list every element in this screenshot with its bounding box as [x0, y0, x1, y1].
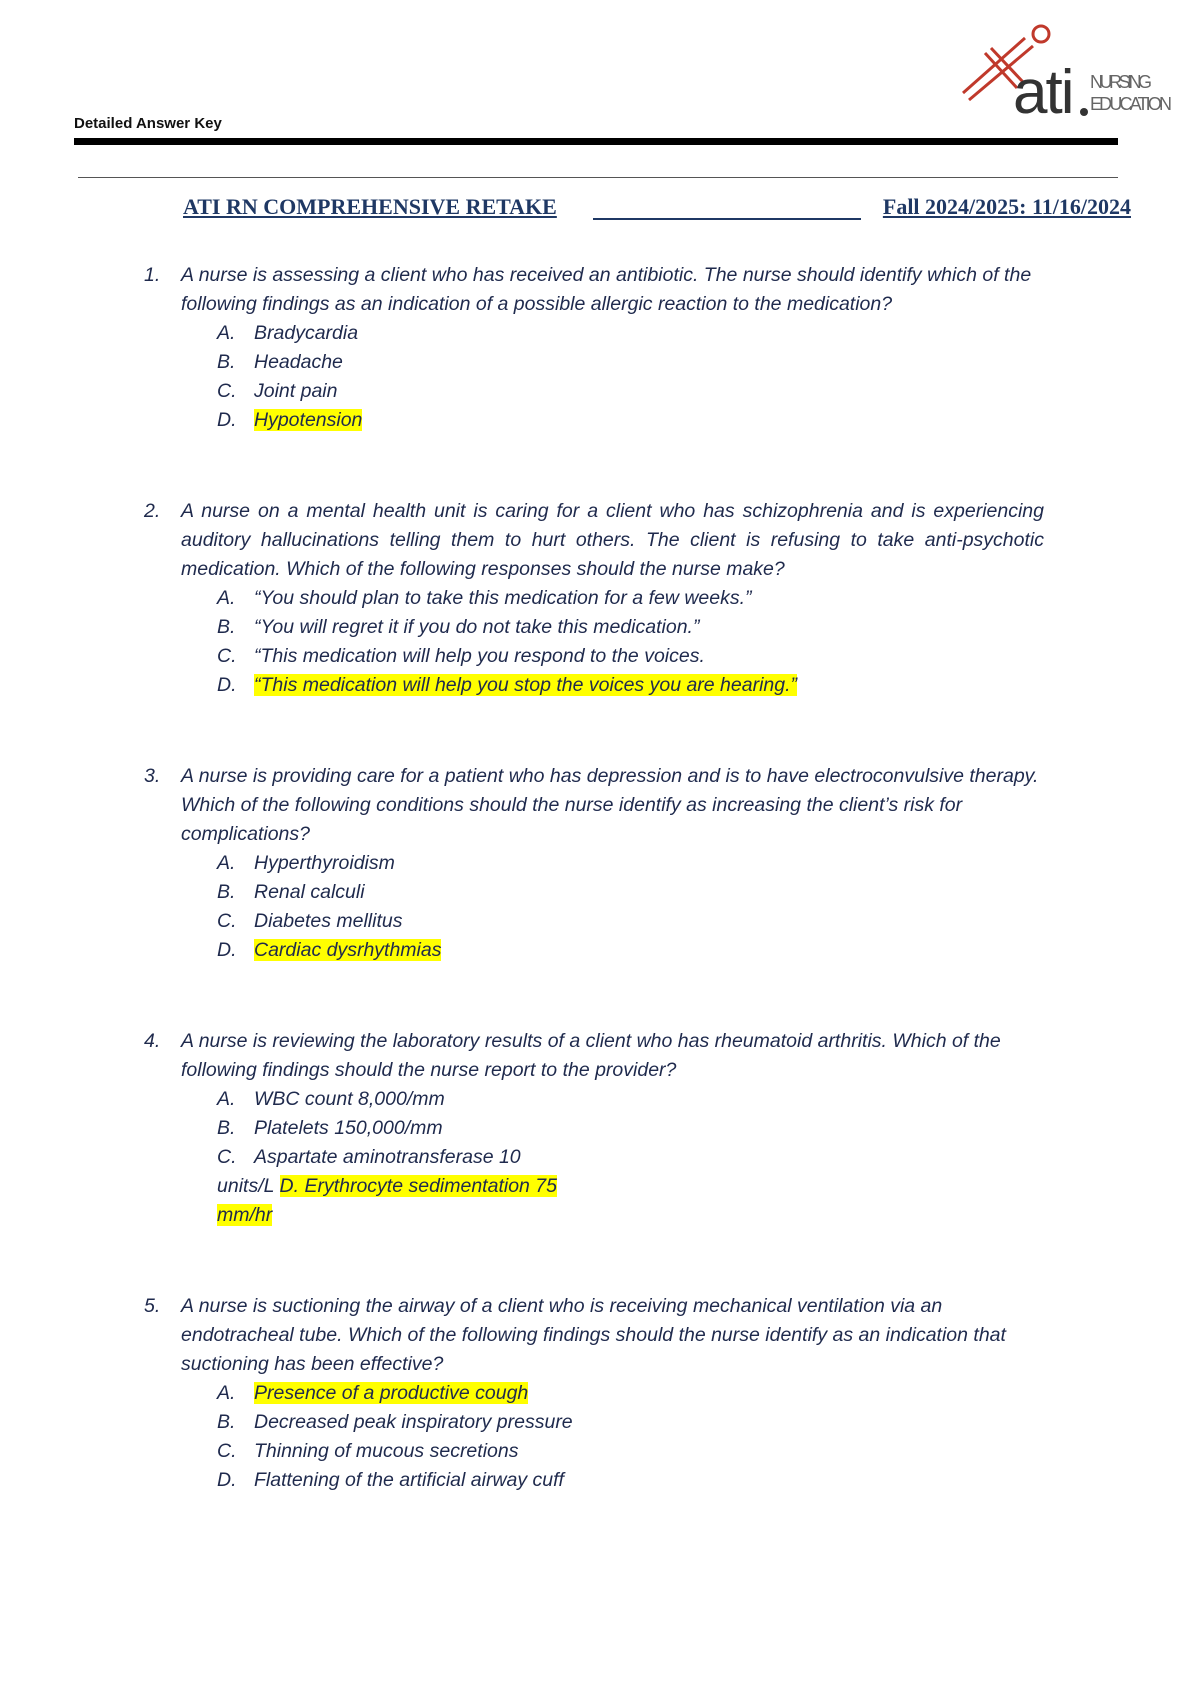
logo-text-nursing: NURSING — [1090, 72, 1152, 92]
option-b: B. Headache — [217, 351, 343, 373]
answer-options — [217, 1379, 1044, 1495]
question-number: 5. — [144, 1295, 161, 1317]
option-d-correct: D. Hypotension — [217, 409, 363, 431]
question-text: A nurse is assessing a client who has received an antibiotic. The nurse should identify which of the following findings as an indication of a possible allergic reaction to the medication? — [181, 264, 1032, 315]
question-number: 3. — [144, 765, 161, 787]
logo-main-text: ati — [1013, 58, 1073, 127]
option-a: A. Hyperthyroidism — [217, 852, 395, 874]
logo-text-education: EDUCATION — [1090, 94, 1172, 114]
option-b: B. “You will regret it if you do not take this medication.” — [217, 616, 700, 638]
option-c: C. Thinning of mucous secretions — [217, 1440, 519, 1462]
option-a: A. “You should plan to take this medication for a few weeks.” — [217, 587, 752, 609]
option-c-unit: units/L — [217, 1175, 280, 1197]
option-d-correct: D. Cardiac dysrhythmias — [217, 939, 442, 961]
question-number: 1. — [144, 264, 161, 286]
option-b: B. Renal calculi — [217, 881, 365, 903]
question-5 — [144, 1292, 1044, 1495]
answer-options — [217, 319, 1044, 435]
option-c: C. Aspartate aminotransferase 10 — [217, 1146, 521, 1168]
option-d-unit: mm/hr — [217, 1204, 273, 1226]
answer-options — [217, 1085, 1044, 1172]
option-b: B. Decreased peak inspiratory pressure — [217, 1411, 573, 1433]
document-title: ATI RN COMPREHENSIVE RETAKE — [183, 194, 557, 219]
option-d-correct: D. Erythrocyte sedimentation 75 — [279, 1175, 557, 1197]
option-a-correct: A. Presence of a productive cough — [217, 1382, 529, 1404]
answer-options — [217, 584, 1044, 700]
option-c: C. Diabetes mellitus — [217, 910, 403, 932]
question-text: A nurse is suctioning the airway of a client who is receiving mechanical ventilation via an endotracheal tube. Which of the following findings should the nurse identify as an indication that suctioning has been effective? — [181, 1295, 1006, 1375]
option-d: D. Flattening of the artificial airway cuff — [217, 1469, 564, 1491]
option-a: A. Bradycardia — [217, 322, 359, 344]
option-c-d-wrapped — [217, 1172, 1044, 1230]
question-text: A nurse is providing care for a patient who has depression and is to have electroconvulsive therapy. Which of the following conditions should the nurse identify as increasing the client’s risk for complications? — [181, 765, 1039, 845]
question-text: A nurse is reviewing the laboratory results of a client who has rheumatoid arthritis. Which of the following findings should the nurse report to the provider? — [181, 1030, 1001, 1081]
question-number: 2. — [144, 500, 161, 522]
option-b: B. Platelets 150,000/mm — [217, 1117, 443, 1139]
question-2 — [144, 497, 1044, 700]
question-4 — [144, 1027, 1044, 1230]
question-text: A nurse on a mental health unit is caring for a client who has schizophrenia and is experiencing auditory hallucinations telling them to hurt others. The client is refusing to take anti-psychotic medication. Which of the following responses should the nurse make? — [181, 500, 1044, 580]
question-number: 4. — [144, 1030, 161, 1052]
option-d-correct: D. “This medication will help you stop the voices you are hearing.” — [217, 674, 798, 696]
answer-options — [217, 849, 1044, 965]
question-1 — [144, 261, 1044, 435]
option-c: C. “This medication will help you respond to the voices. — [217, 645, 705, 667]
option-a: A. WBC count 8,000/mm — [217, 1088, 445, 1110]
option-c: C. Joint pain — [217, 380, 338, 402]
document-term-date: Fall 2024/2025: 11/16/2024 — [882, 194, 1131, 219]
question-3 — [144, 762, 1044, 965]
header-label: Detailed Answer Key — [74, 115, 222, 132]
